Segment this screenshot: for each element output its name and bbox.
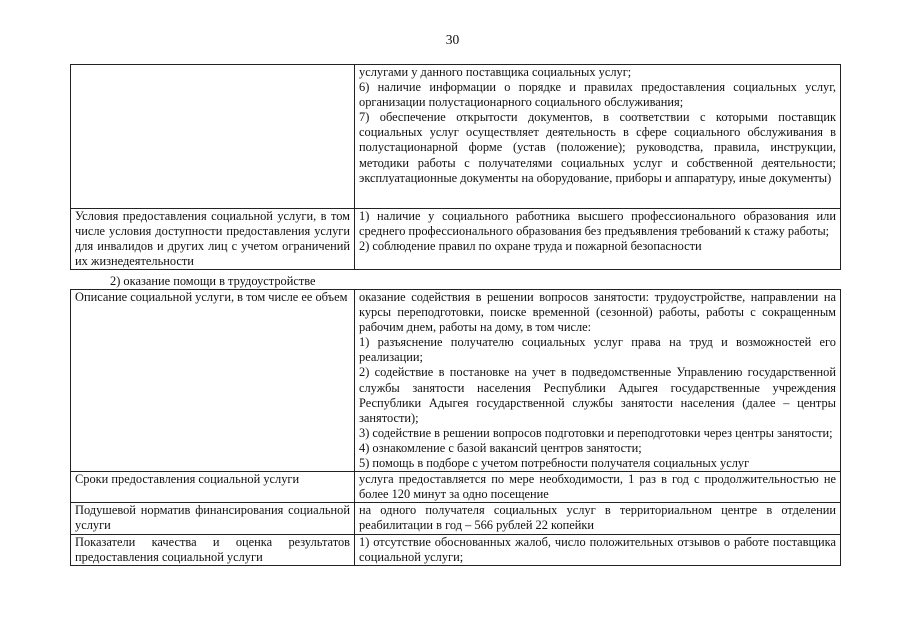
table-row [71, 534, 841, 565]
row-content-cell [355, 209, 841, 270]
content-item: 5) помощь в подборе с учетом потребности получателя социальных услуг [359, 456, 750, 471]
content-item: 7) обеспечение открытости документов, в соответствии с которыми поставщик социальных услуг осуществляет деятельность в сфере социального обслуживания в полустационарной форме (устав (положение); руководства, правила, инструкции, методики работы с получателями социальных услуг и собственной деятельности; эксплуатационные документы на оборудование, приборы и аппаратуру, иные документы) [359, 110, 836, 185]
row-label-cell [71, 65, 355, 209]
content-item: услуга предоставляется по мере необходимости, 1 раз в год с продолжительностью не более 120 минут за одно посещение [359, 472, 836, 502]
row-label-cell: Описание социальной услуги, в том числе ее объем [71, 290, 355, 472]
table-row [71, 503, 841, 534]
content-item: 2) соблюдение правил по охране труда и пожарной безопасности [359, 239, 702, 254]
table-row [71, 472, 841, 503]
content-line: услугами у данного поставщика социальных услуг; [359, 65, 632, 79]
table-row [71, 209, 841, 270]
section-heading: 2) оказание помощи в трудоустройстве [110, 274, 316, 288]
row-label-cell: Условия предоставления социальной услуги, в том числе условия доступности предоставления услуги для инвалидов и других лиц с учетом ограничений их жизнедеятельности [71, 209, 355, 270]
row-content-cell [355, 503, 841, 534]
row-label-cell: Подушевой норматив финансирования социальной услуги [71, 503, 355, 534]
content-item: 1) отсутствие обоснованных жалоб, число положительных отзывов о работе поставщика социальной услуги; [359, 534, 836, 564]
row-label-cell: Показатели качества и оценка результатов предоставления социальной услуги [71, 534, 355, 565]
content-item: 6) наличие информации о порядке и правилах предоставления социальных услуг, организации полустационарного социального обслуживания; [359, 80, 836, 110]
table-row [71, 290, 841, 472]
page-number: 30 [445, 32, 460, 47]
table-row [71, 65, 841, 209]
employment-assistance-table [70, 289, 841, 566]
content-item: 4) ознакомление с базой вакансий центров занятости; [359, 440, 642, 455]
content-item: на одного получателя социальных услуг в территориальном центре в отделении реабилитации в год – 566 рублей 22 копейки [359, 503, 836, 533]
content-item: 3) содействие в решении вопросов подготовки и переподготовки через центры занятости; [359, 425, 833, 440]
row-content-cell [355, 472, 841, 503]
row-content-cell [355, 534, 841, 565]
row-content-cell [355, 65, 841, 209]
services-table-continued [70, 64, 841, 270]
row-label-cell: Сроки предоставления социальной услуги [71, 472, 355, 503]
content-item: 1) разъяснение получателю социальных услуг права на труд и возможностей его реализации; [359, 335, 836, 365]
row-content-cell [355, 290, 841, 472]
content-item: 1) наличие у социального работника высшего профессионального образования или среднего профессионального образования без предъявления требований к стажу работы; [359, 209, 836, 239]
content-intro: оказание содействия в решении вопросов занятости: трудоустройстве, направлении на курсы переподготовки, поиске временной (сезонной) работы, работы с сокращенным рабочим днем, работы на дому, в том числе: [359, 290, 836, 335]
content-item: 2) содействие в постановке на учет в подведомственные Управлению государственной службы занятости населения Республики Адыгея государственные учреждения Республики Адыгея государственной службы занятости населения (далее – центры занятости); [359, 365, 836, 425]
